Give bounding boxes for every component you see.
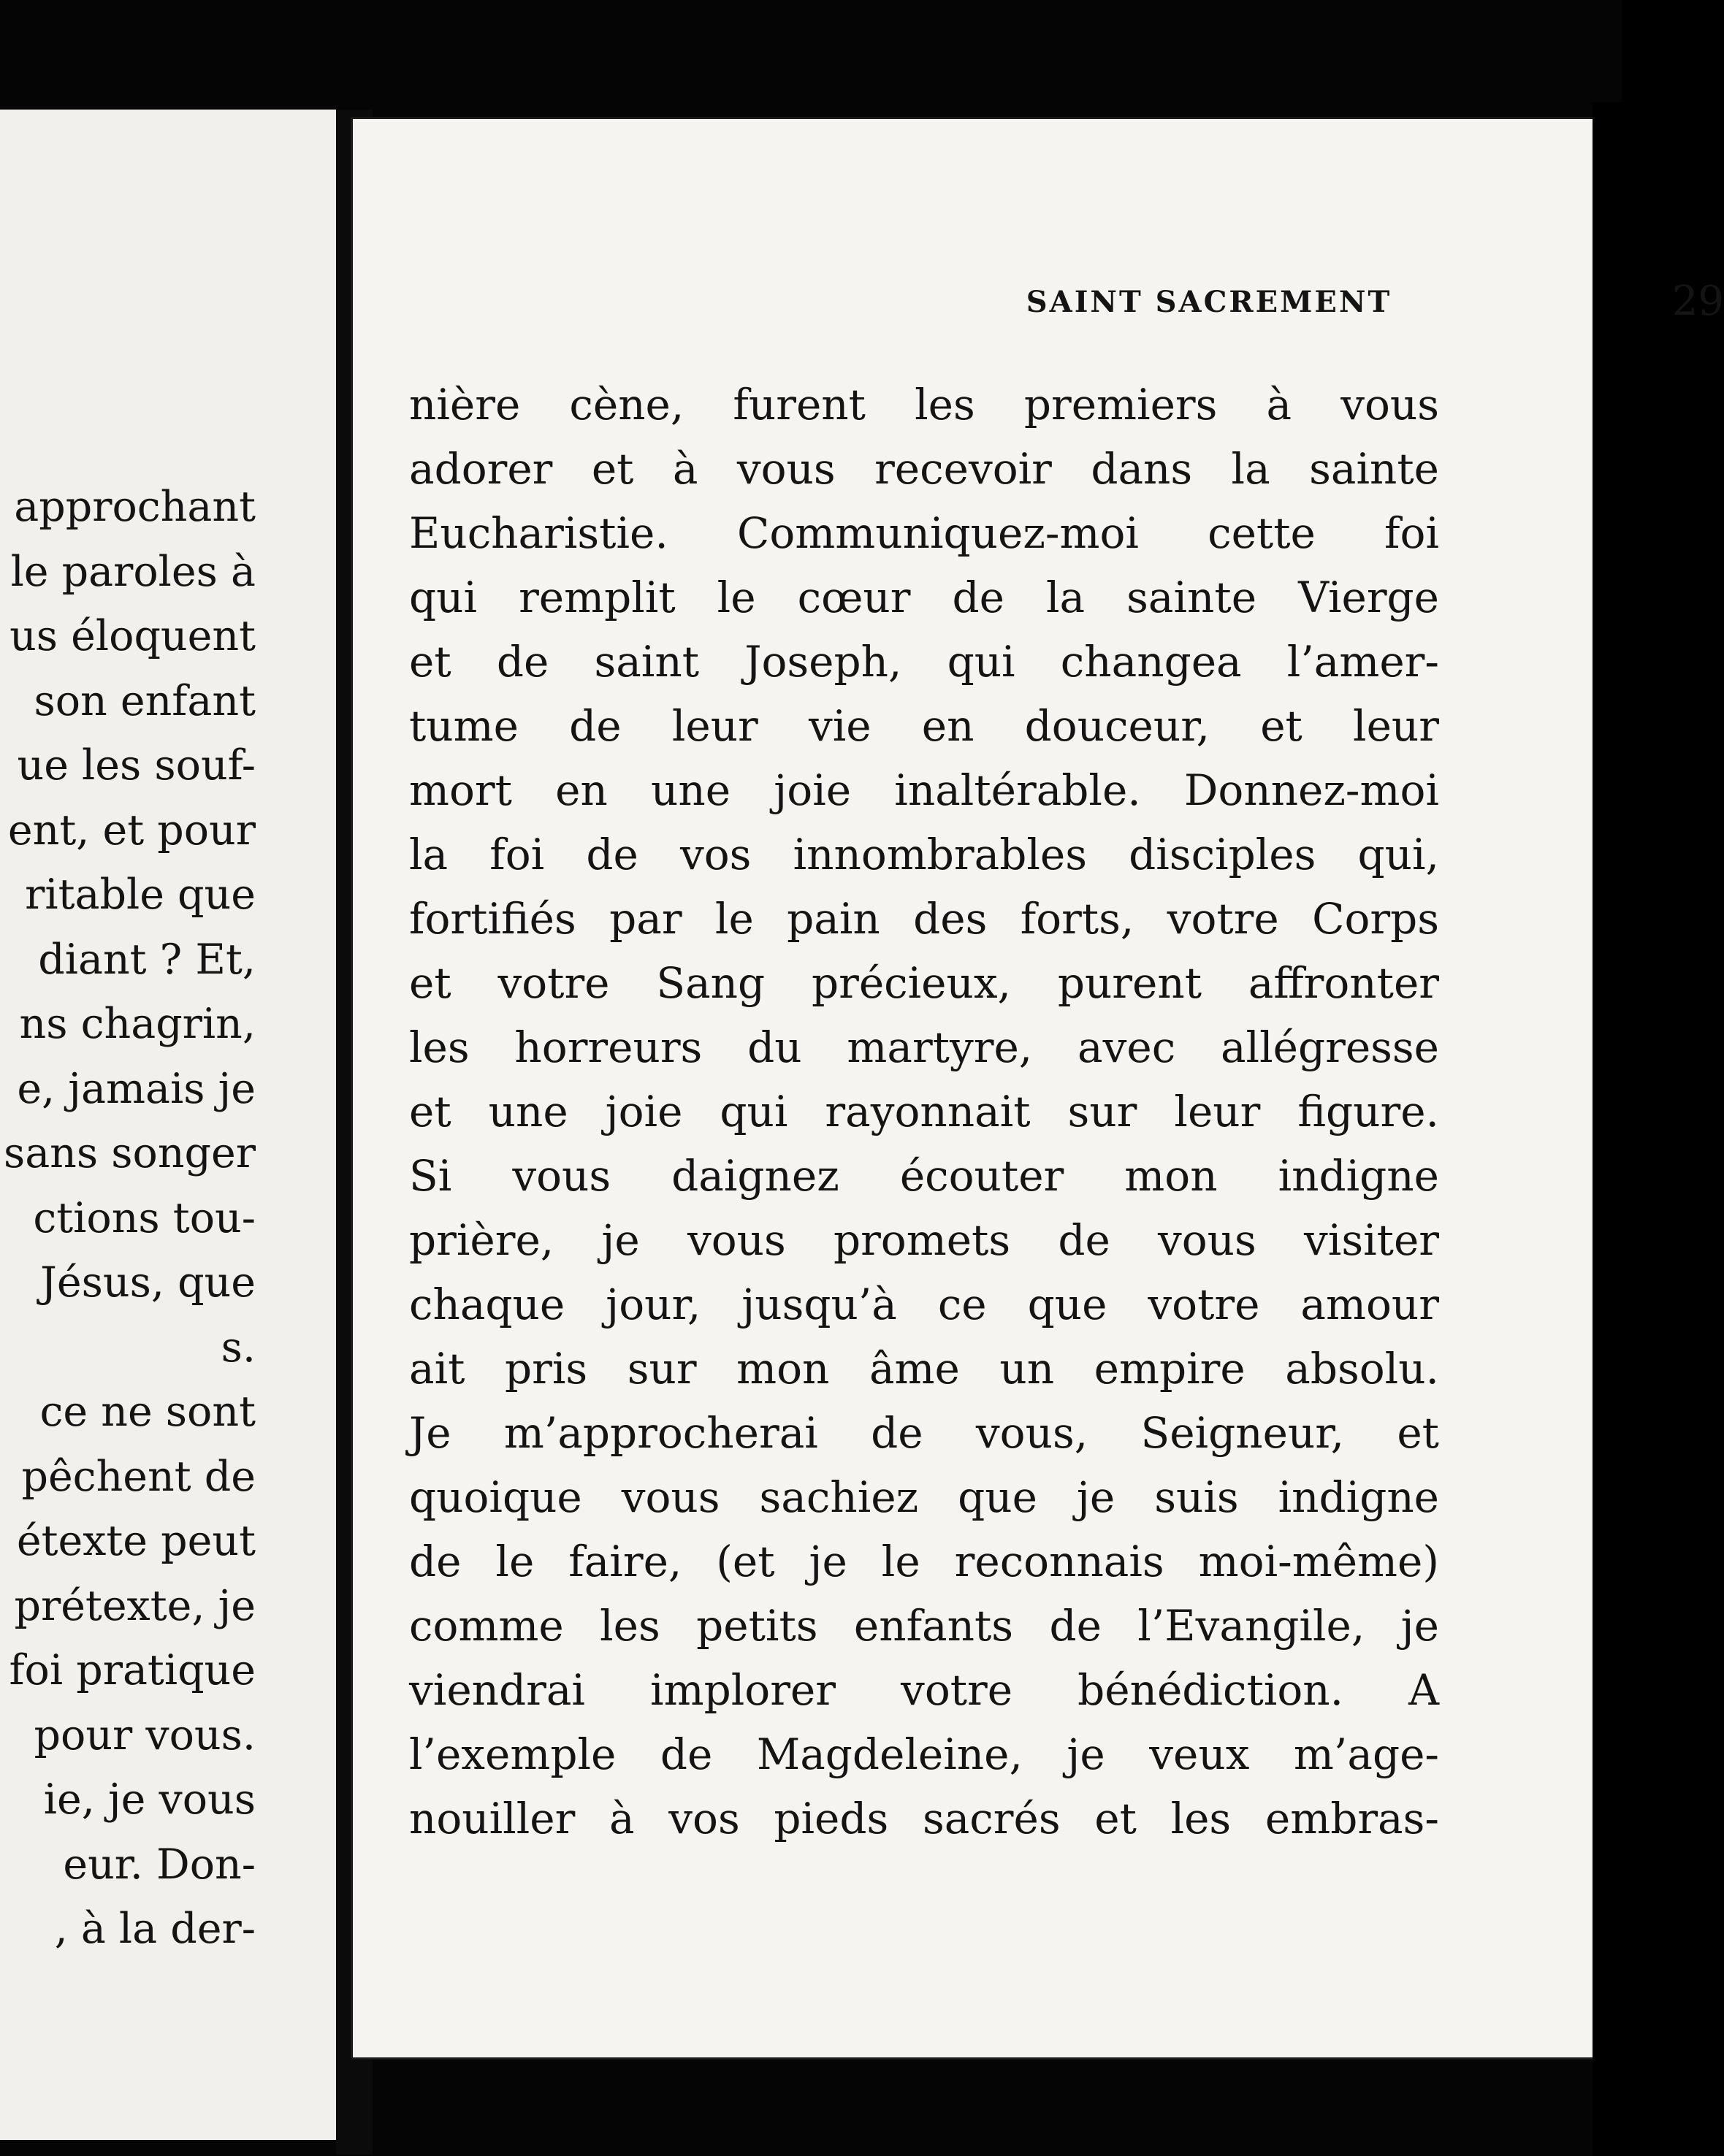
text-line: nière cène, furent les premiers à vous bbox=[409, 380, 1439, 429]
text-line: mort en une joie inaltérable. Donnez-moi bbox=[409, 765, 1439, 815]
text-line: ie, je vous bbox=[43, 1775, 256, 1824]
text-line: chaque jour, jusqu’à ce que votre amour bbox=[409, 1280, 1439, 1329]
text-line: de le faire, (et je le reconnais moi-même) bbox=[409, 1537, 1439, 1586]
text-line: nouiller à vos pieds sacrés et les embras- bbox=[409, 1794, 1439, 1843]
text-line: approchant bbox=[14, 483, 256, 531]
text-line: qui remplit le cœur de la sainte Vierge bbox=[409, 573, 1439, 622]
text-line: ns chagrin, bbox=[19, 1000, 256, 1048]
text-line: Eucharistie. Communiquez-moi cette foi bbox=[409, 508, 1439, 558]
text-line: diant ? Et, bbox=[38, 935, 256, 984]
text-line: sans songer bbox=[3, 1129, 256, 1177]
text-line: e, jamais je bbox=[17, 1064, 256, 1113]
text-line: son enfant bbox=[34, 676, 256, 725]
right-page bbox=[351, 117, 1724, 2060]
text-line: et votre Sang précieux, purent affronter bbox=[409, 958, 1439, 1008]
text-line: quoique vous sachiez que je suis indigne bbox=[409, 1472, 1439, 1522]
left-page-text bbox=[0, 475, 256, 1962]
text-line: et une joie qui rayonnait sur leur figure. bbox=[409, 1087, 1439, 1136]
text-line: ue les souf- bbox=[17, 741, 256, 790]
text-line: la foi de vos innombrables disciples qui, bbox=[409, 830, 1439, 879]
text-line: us éloquent bbox=[9, 612, 256, 660]
page-header bbox=[694, 278, 1724, 343]
right-page-text bbox=[409, 372, 1439, 1851]
scan-border bbox=[1593, 102, 1622, 2156]
text-line: ent, et pour bbox=[7, 806, 256, 855]
text-line: viendrai implorer votre bénédiction. A bbox=[409, 1665, 1439, 1715]
text-line: étexte peut bbox=[16, 1517, 256, 1565]
text-line: fortifiés par le pain des forts, votre Corps bbox=[409, 894, 1439, 944]
text-line: prière, je vous promets de vous visiter bbox=[409, 1215, 1439, 1265]
text-line: ritable que bbox=[25, 871, 256, 919]
text-line: l’exemple de Magdeleine, je veux m’age- bbox=[409, 1729, 1439, 1779]
running-head: SAINT SACREMENT bbox=[1026, 285, 1392, 319]
text-line: le paroles à bbox=[10, 547, 256, 596]
text-line: pêchent de bbox=[21, 1452, 256, 1501]
text-line: pour vous. bbox=[34, 1710, 256, 1759]
text-line: adorer et à vous recevoir dans la sainte bbox=[409, 444, 1439, 494]
page-number: 29 bbox=[1671, 278, 1724, 325]
text-line: Je m’approcherai de vous, Seigneur, et bbox=[409, 1408, 1439, 1458]
text-line: ait pris sur mon âme un empire absolu. bbox=[409, 1344, 1439, 1394]
text-line: Si vous daignez écouter mon indigne bbox=[409, 1151, 1439, 1201]
text-line: foi pratique bbox=[9, 1646, 256, 1694]
text-line: Jésus, que bbox=[40, 1258, 256, 1307]
text-line: prétexte, je bbox=[14, 1581, 256, 1630]
text-line: s. bbox=[221, 1323, 256, 1372]
text-line: ce ne sont bbox=[39, 1388, 256, 1436]
text-line: et de saint Joseph, qui changea l’amer- bbox=[409, 637, 1439, 687]
left-page bbox=[0, 110, 340, 2140]
text-line: ctions tou- bbox=[33, 1193, 256, 1242]
text-line: tume de leur vie en douceur, et leur bbox=[409, 701, 1439, 751]
text-line: comme les petits enfants de l’Evangile, je bbox=[409, 1601, 1439, 1651]
text-line: , à la der- bbox=[54, 1905, 256, 1953]
text-line: eur. Don- bbox=[63, 1840, 256, 1889]
text-line: les horreurs du martyre, avec allégresse bbox=[409, 1022, 1439, 1072]
